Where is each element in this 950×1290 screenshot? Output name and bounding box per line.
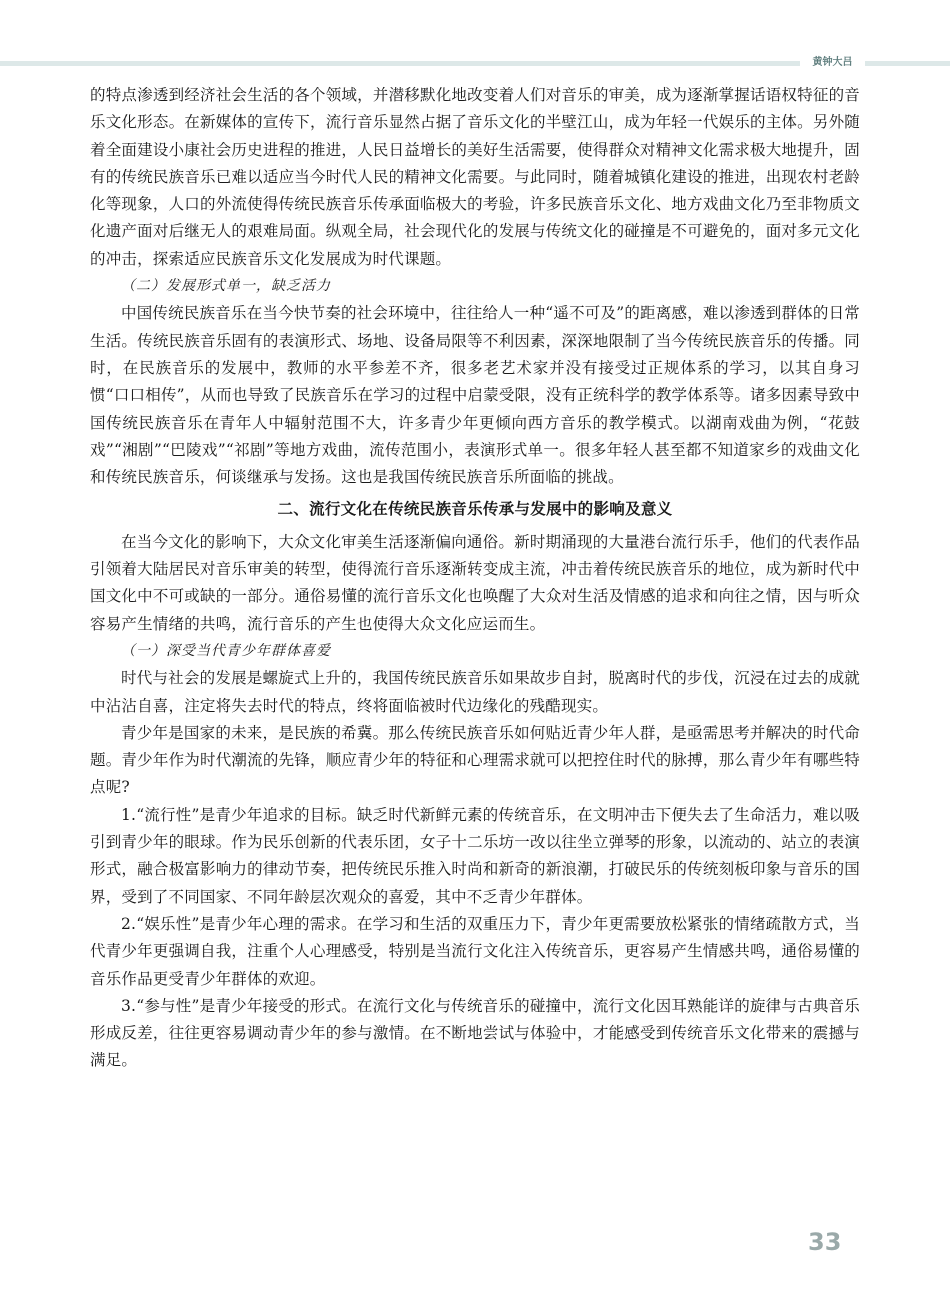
paragraph-item-1: 1.“流行性”是青少年追求的目标。缺乏时代新鲜元素的传统音乐，在文明冲击下便失去了生命活力，难以吸引到青少年的眼球。作为民乐创新的代表乐团，女子十二乐坊一改以往坐立弹琴的形象，以流动的、站立的表演形式，融合极富影响力的律动节奏，把传统民乐推入时尚和新奇的新浪潮，打破民乐的传统刻板印象与音乐的国界，受到了不同国家、不同年龄层次观众的喜爱，其中不乏青少年群体。 bbox=[90, 805, 860, 906]
page-number: 33 bbox=[808, 1228, 842, 1256]
paragraph-item-2: 2.“娱乐性”是青少年心理的需求。在学习和生活的双重压力下，青少年更需要放松紧张的情绪疏散方式，当代青少年更强调自我，注重个人心理感受，特别是当流行文化注入传统音乐，更容易产生情感共鸣，通俗易懂的音乐作品更受青少年群体的欢迎。 bbox=[90, 914, 860, 988]
subheading-youth-appeal: （一）深受当代青少年群体喜爱 bbox=[121, 642, 331, 659]
subheading-development-form: （二）发展形式单一，缺乏活力 bbox=[121, 278, 331, 295]
paragraph: 青少年是国家的未来，是民族的希冀。那么传统民族音乐如何贴近青少年人群，是亟需思考并解决的时代命题。青少年作为时代潮流的先锋，顺应青少年的特征和心理需求就可以把控住时代的脉搏，那么青少年有哪些特点呢? bbox=[90, 723, 860, 797]
journal-name: 黄钟大吕 bbox=[800, 54, 865, 72]
article-body bbox=[90, 82, 860, 1075]
section-heading: 二、流行文化在传统民族音乐传承与发展中的影响及意义 bbox=[277, 499, 673, 519]
paragraph: 时代与社会的发展是螺旋式上升的，我国传统民族音乐如果故步自封，脱离时代的步伐，沉浸在过去的成就中沾沾自喜，注定将失去时代的特点，终将面临被时代边缘化的残酷现实。 bbox=[90, 669, 860, 715]
paragraph-continued: 的特点渗透到经济社会生活的各个领域，并潜移默化地改变着人们对音乐的审美，成为逐渐掌握话语权特征的音乐文化形态。在新媒体的宣传下，流行音乐显然占据了音乐文化的半壁江山，成为年轻一代娱乐的主体。另外随着全面建设小康社会历史进程的推进，人民日益增长的美好生活需要，使得群众对精神文化需求极大地提升，固有的传统民族音乐已难以适应当今时代人民的精神文化需要。与此同时，随着城镇化建设的推进，出现农村老龄化等现象，人口的外流使得传统民族音乐传承面临极大的考验，许多民族音乐文化、地方戏曲文化乃至非物质文化遗产面对后继无人的艰难局面。纵观全局，社会现代化的发展与传统文化的碰撞是不可避免的，面对多元文化的冲击，探索适应民族音乐文化发展成为时代课题。 bbox=[90, 86, 860, 268]
paragraph-item-3: 3.“参与性”是青少年接受的形式。在流行文化与传统音乐的碰撞中，流行文化因耳熟能详的旋律与古典音乐形成反差，往往更容易调动青少年的参与激情。在不断地尝试与体验中，才能感受到传统音乐文化带来的震撼与满足。 bbox=[90, 996, 860, 1070]
paragraph: 在当今文化的影响下，大众文化审美生活逐渐偏向通俗。新时期涌现的大量港台流行乐手，他们的代表作品引领着大陆居民对音乐审美的转型，使得流行音乐逐渐转变成主流，冲击着传统民族音乐的地位，成为新时代中国文化中不可或缺的一部分。通俗易懂的流行音乐文化也唤醒了大众对生活及情感的追求和向往之情，因与听众容易产生情绪的共鸣，流行音乐的产生也使得大众文化应运而生。 bbox=[90, 532, 860, 633]
paragraph: 中国传统民族音乐在当今快节奏的社会环境中，往往给人一种“遥不可及”的距离感，难以渗透到群体的日常生活。传统民族音乐固有的表演形式、场地、设备局限等不利因素，深深地限制了当今传统民族音乐的传播。同时，在民族音乐的发展中，教师的水平参差不齐，很多老艺术家并没有接受过正规体系的学习，以其自身习惯“口口相传”，从而也导致了民族音乐在学习的过程中启蒙受限，没有正统科学的教学体系等。诸多因素导致中国传统民族音乐在青年人中辐射范围不大，许多青少年更倾向西方音乐的教学模式。以湖南戏曲为例，“花鼓戏”“湘剧”“巴陵戏”“祁剧”等地方戏曲，流传范围小，表演形式单一。很多年轻人甚至都不知道家乡的戏曲文化和传统民族音乐，何谈继承与发扬。这也是我国传统民族音乐所面临的挑战。 bbox=[90, 304, 860, 487]
